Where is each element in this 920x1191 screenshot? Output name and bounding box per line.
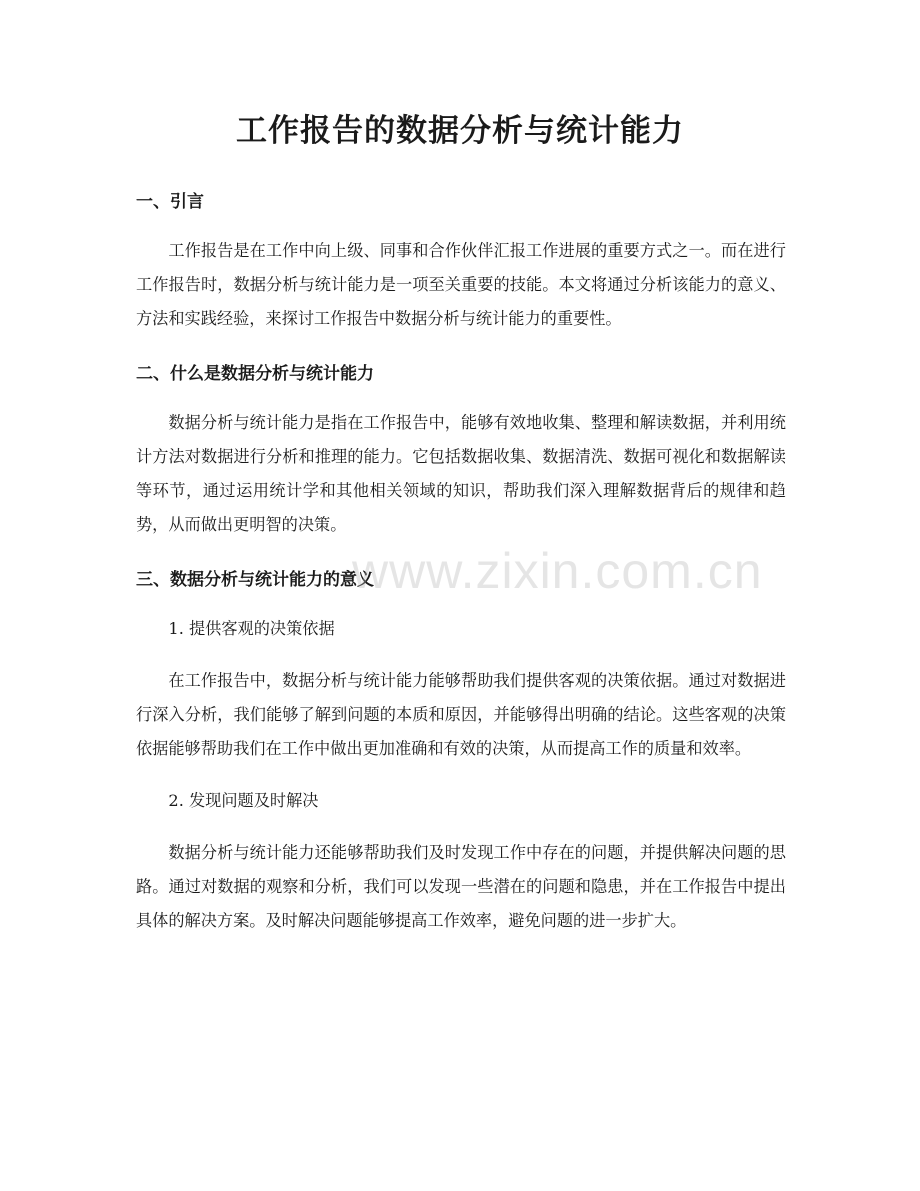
section-heading-definition: 二、什么是数据分析与统计能力 (136, 364, 374, 384)
section-heading-introduction: 一、引言 (136, 192, 204, 212)
document-body (136, 184, 786, 938)
subheading-objective-basis: 1. 提供客观的决策依据 (168, 619, 335, 638)
section-paragraph-definition: 数据分析与统计能力是指在工作报告中，能够有效地收集、整理和解读数据，并利用统计方法对数据进行分析和推理的能力。它包括数据收集、数据清洗、数据可视化和数据解读等环节，通过运用统计学和其他相关领域的知识，帮助我们深入理解数据背后的规律和趋势，从而做出更明智的决策。 (136, 413, 786, 534)
section-heading-significance: 三、数据分析与统计能力的意义 (136, 570, 374, 590)
watermark: www.zixin.com.cn (352, 543, 763, 599)
document-title: 工作报告的数据分析与统计能力 (236, 113, 684, 149)
section-paragraph-introduction: 工作报告是在工作中向上级、同事和合作伙伴汇报工作进展的重要方式之一。而在进行工作报告时，数据分析与统计能力是一项至关重要的技能。本文将通过分析该能力的意义、方法和实践经验，来探讨工作报告中数据分析与统计能力的重要性。 (136, 241, 786, 328)
subheading-find-problems: 2. 发现问题及时解决 (168, 791, 319, 810)
paragraph-objective-basis: 在工作报告中，数据分析与统计能力能够帮助我们提供客观的决策依据。通过对数据进行深入分析，我们能够了解到问题的本质和原因，并能够得出明确的结论。这些客观的决策依据能够帮助我们在工作中做出更加准确和有效的决策，从而提高工作的质量和效率。 (136, 671, 786, 758)
paragraph-find-problems: 数据分析与统计能力还能够帮助我们及时发现工作中存在的问题，并提供解决问题的思路。通过对数据的观察和分析，我们可以发现一些潜在的问题和隐患，并在工作报告中提出具体的解决方案。及时解决问题能够提高工作效率，避免问题的进一步扩大。 (136, 843, 786, 930)
